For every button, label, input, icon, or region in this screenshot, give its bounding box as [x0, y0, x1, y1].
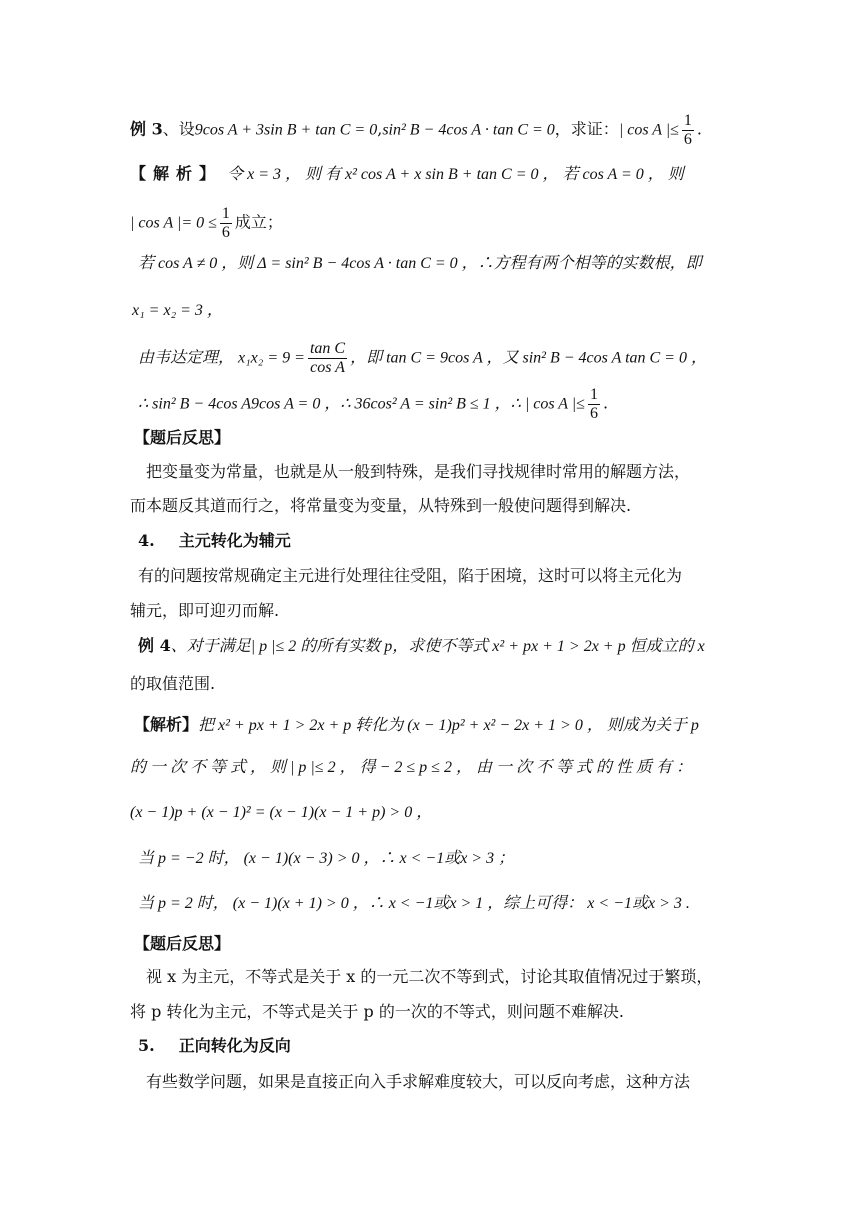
- reflection-2-heading: 【题后反思】: [134, 934, 231, 953]
- fraction-tanC-cosA: $\frac{\text{tan C}}{\text{cos A}}$: [309, 340, 346, 376]
- section-4-number: 4.: [138, 531, 155, 550]
- reflection-2-para-1: 视 x 为主元，不等式是关于 x 的一元二次不等到式，讨论其取值情况过于繁琐，: [146, 967, 713, 986]
- fraction-one-sixth-2: $\frac{1}{6}$: [589, 386, 598, 422]
- example-4-line-1: 例 4、对于满足| p |≤ 2 的所有实数 p，求使不等式 x² + px + 1 > 2x + p 恒成立的 x: [138, 636, 705, 655]
- solution-3-line-1: 【解析】 令 x = 3 ， 则 有 x² cos A + x sin B + tan C = 0 ， 若 cos A = 0 ， 则: [130, 164, 684, 183]
- section-5-heading: [138, 1035, 291, 1057]
- reflection-1-heading: 【题后反思】: [134, 428, 231, 447]
- example-3-lead: 、设: [162, 119, 195, 139]
- example-4-label: 例 4: [138, 636, 171, 655]
- example-3-claim: | cos A |≤: [618, 121, 679, 139]
- section-4-para-2: 辅元，即可迎刃而解.: [130, 601, 280, 620]
- section-5-para-1: 有些数学问题，如果是直接正向入手求解难度较大，可以反向考虑，这种方法: [146, 1072, 691, 1091]
- solution-4-line-3: (x − 1)p + (x − 1)² = (x − 1)(x − 1 + p) > 0 ，: [130, 804, 433, 821]
- solution-3-line-5: 由韦达定理， x₁x₂ = 9 = $\frac{\text{tan C}}{\text{cos A}}$ ，即 tan C = 9cos A ，又 sin² B − 4cos A tan C = 0 ，: [138, 340, 707, 376]
- reflection-1-para-2: 而本题反其道而行之，将常量变为变量，从特殊到一般使问题得到解决.: [130, 496, 632, 515]
- example-3-statement: 例 3、设9cos A + 3sin B + tan C = 0,sin² B − 4cos A · tan C = 0，求证：| cos A |≤ $\frac{1}{6}$ .: [130, 112, 703, 148]
- solution-3-line-3: 若 cos A ≠ 0 ，则 Δ = sin² B − 4cos A · tan C = 0 ，∴方程有两个相等的实数根，即: [138, 255, 702, 272]
- reflection-1-para-1: 把变量变为常量，也就是从一般到特殊，是我们寻找规律时常用的解题方法，: [146, 462, 691, 481]
- solution-4-line-4: 当 p = −2 时， (x − 1)(x − 3) > 0 ，∴ x < −1或x > 3 ；: [138, 850, 515, 867]
- section-5-number: 5.: [138, 1036, 155, 1055]
- solution-3-tag: 【解析】: [130, 164, 223, 183]
- section-4-para-1: 有的问题按常规确定主元进行处理往往受阻，陷于困境，这时可以将主元化为: [138, 566, 683, 585]
- section-4-heading: [138, 530, 291, 552]
- solution-4-line-2: 的 一 次 不 等 式 ， 则 | p |≤ 2 ， 得 − 2 ≤ p ≤ 2 ， 由 一 次 不 等 式 的 性 质 有 ：: [130, 759, 692, 776]
- section-4-title: 主元转化为辅元: [178, 531, 291, 550]
- solution-3-line-4: x₁ = x₂ = 3 ，: [132, 302, 223, 319]
- solution-4-tag: 【解析】: [134, 715, 199, 734]
- example-4-line-2: 的取值范围.: [130, 674, 216, 693]
- example-3-label: 例 3: [130, 119, 163, 139]
- solution-4-line-1: 【解析】把 x² + px + 1 > 2x + p 转化为 (x − 1)p² + x² − 2x + 1 > 0 ， 则成为关于 p: [134, 715, 699, 734]
- section-5-title: 正向转化为反向: [178, 1036, 291, 1055]
- fraction-one-sixth: $\frac{1}{6}$: [221, 205, 230, 241]
- example-3-prove: ，求证：: [554, 119, 619, 139]
- solution-3-line-6: ∴ sin² B − 4cos A9cos A = 0 ，∴ 36cos² A = sin² B ≤ 1 ，∴ | cos A |≤ $\frac{1}{6}$ .: [138, 386, 609, 422]
- example-3-eq2: sin² B − 4cos A · tan C = 0: [382, 121, 555, 139]
- example-3-fraction: $\frac{1}{6}$: [683, 112, 692, 148]
- solution-3-line-2: | cos A |= 0 ≤ $\frac{1}{6}$ 成立；: [130, 205, 283, 241]
- example-3-eq1: 9cos A + 3sin B + tan C = 0: [194, 121, 378, 139]
- solution-4-line-5: 当 p = 2 时， (x − 1)(x + 1) > 0 ，∴ x < −1或x > 1 ，综上可得： x < −1或x > 3 .: [138, 895, 690, 912]
- reflection-2-para-2: 将 p 转化为主元，不等式是关于 p 的一次的不等式，则问题不难解决.: [130, 1002, 624, 1021]
